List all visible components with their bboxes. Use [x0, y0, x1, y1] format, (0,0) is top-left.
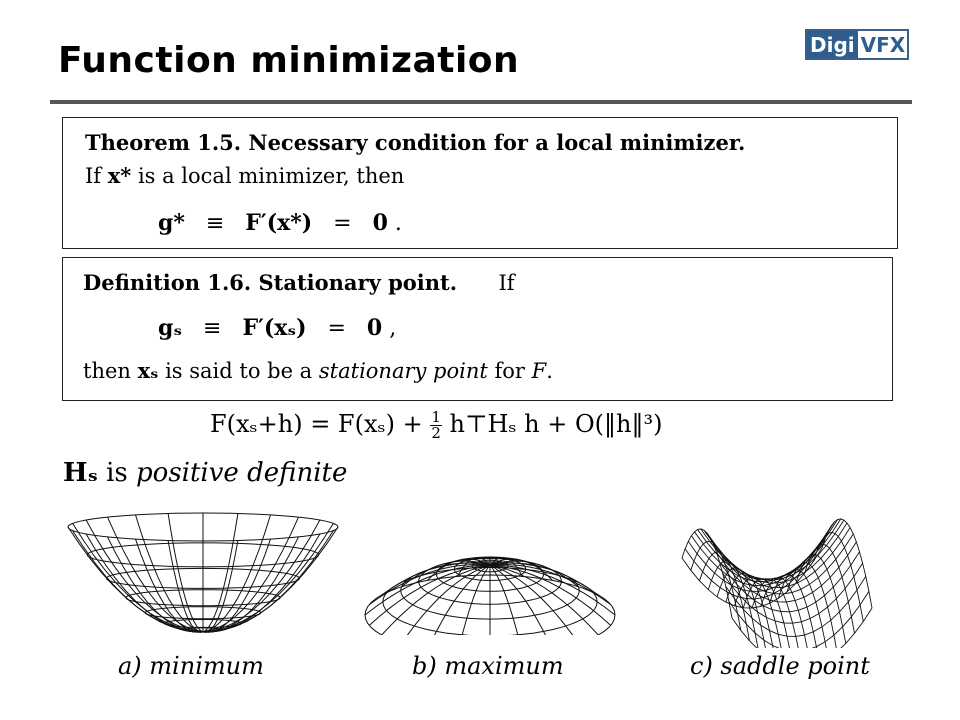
logo-part2: VFX — [860, 32, 906, 57]
theorem-x-star: x* — [107, 163, 132, 188]
definition-body: then xₛ is said to be a stationary point for F. — [83, 358, 553, 383]
saddle-surface-plot — [672, 498, 882, 648]
surface-spoke — [203, 514, 238, 633]
surface-spoke — [168, 514, 203, 633]
one-half-fraction: $\frac{1}{2}$ — [431, 408, 441, 442]
definition-heading-line: Definition 1.6. Stationary point. If — [83, 270, 515, 295]
surface-spoke — [136, 515, 204, 632]
surface-spoke — [369, 565, 490, 625]
theorem-equation: g* ≡ F′(x*) = 0 . — [158, 210, 402, 236]
definition-equation: gₛ ≡ F′(xₛ) = 0 , — [158, 315, 397, 341]
hessian-statement: Hₛ is positive definite — [63, 458, 348, 488]
taylor-expansion: F(xₛ+h) = F(xₛ) + $\frac{1}{2}$ h⊤Hₛ h + O(‖h‖³) — [210, 408, 663, 442]
surface-spoke — [490, 565, 611, 625]
surface-spoke — [203, 515, 271, 632]
surface-spoke — [108, 517, 204, 632]
caption-maximum: b) maximum — [412, 652, 564, 680]
maximum-surface-plot — [355, 505, 625, 635]
surface-spoke — [203, 517, 299, 632]
caption-minimum: a) minimum — [118, 652, 264, 680]
theorem-box — [62, 117, 898, 249]
theorem-heading: Theorem 1.5. Necessary condition for a local minimizer. — [85, 130, 746, 155]
theorem-body: If x* is a local minimizer, then — [85, 163, 405, 188]
definition-heading: Definition 1.6. Stationary point. — [83, 270, 458, 295]
slide-title: Function minimization — [58, 40, 520, 81]
logo-part1: Digi — [807, 31, 858, 58]
definition-box — [62, 257, 893, 401]
digivfx-logo — [805, 29, 909, 60]
caption-saddle: c) saddle point — [690, 652, 870, 680]
minimum-surface-plot — [58, 500, 348, 650]
title-divider — [50, 100, 912, 104]
saddle-grid-line — [704, 520, 844, 580]
